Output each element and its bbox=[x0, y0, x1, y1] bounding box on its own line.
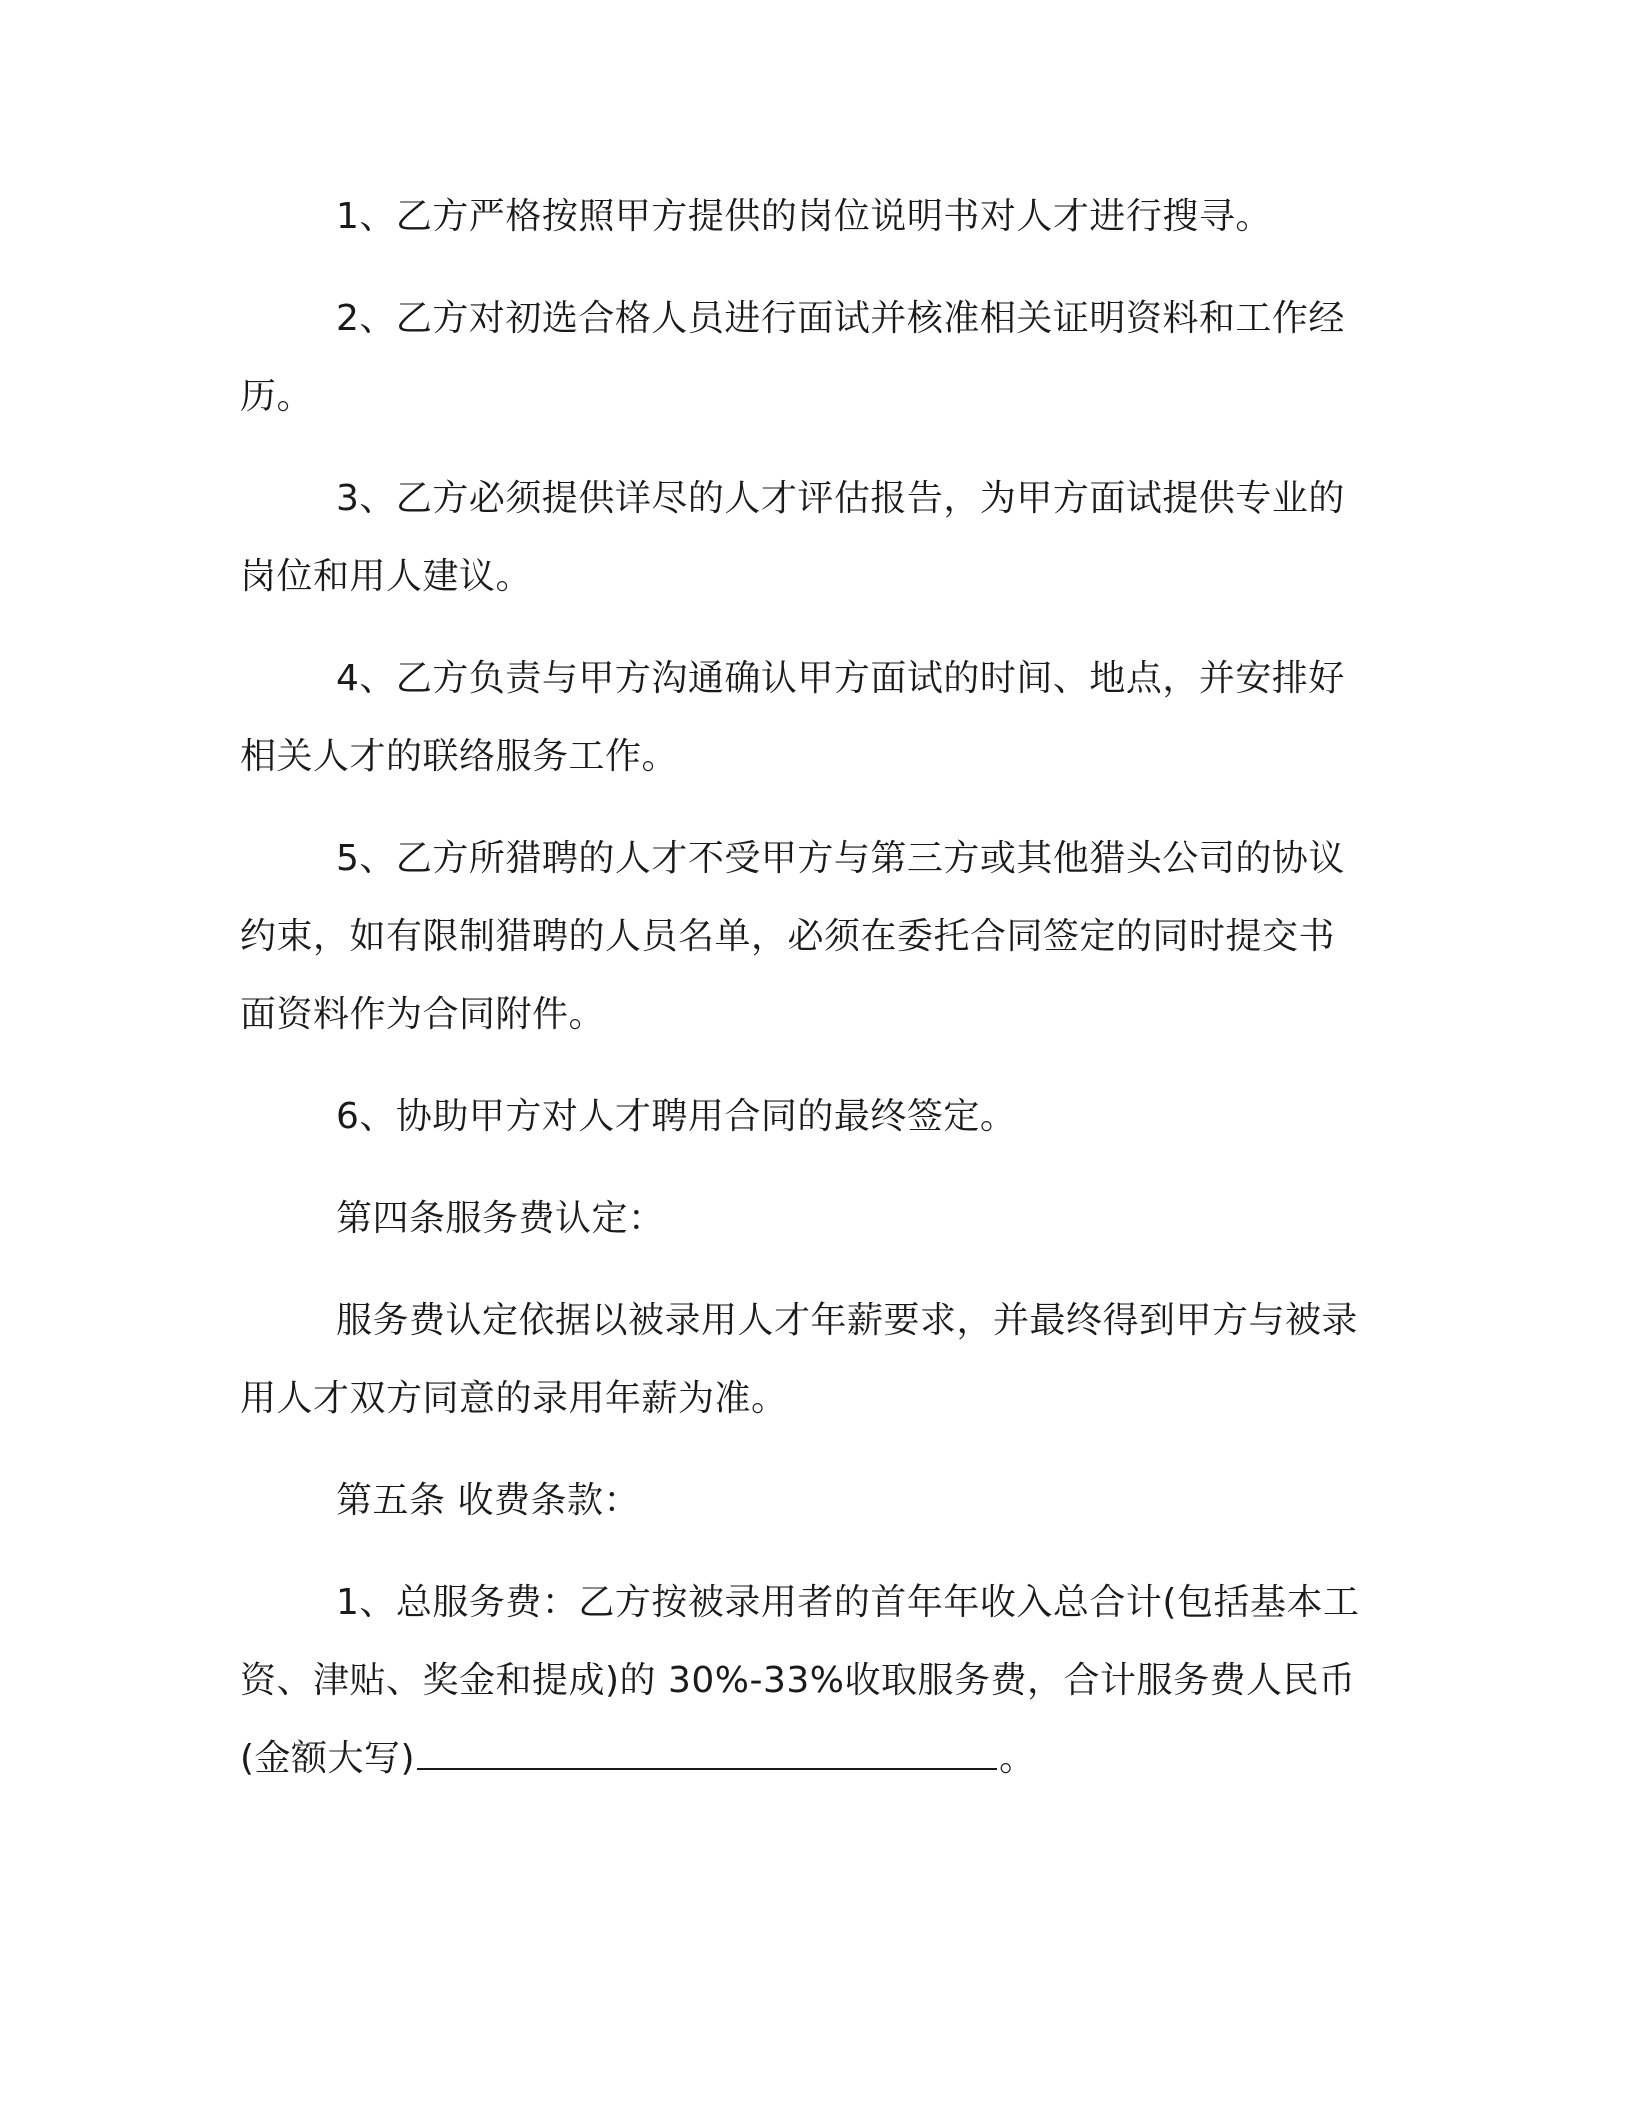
clause-paragraph bbox=[240, 1078, 1380, 1156]
text-line bbox=[240, 1720, 1380, 1798]
text-line: 面资料作为合同附件。 bbox=[240, 994, 606, 1035]
text-line: 用人才双方同意的录用年薪为准。 bbox=[240, 1378, 788, 1419]
clause-paragraph bbox=[240, 460, 1380, 616]
text-line: 2、乙方对初选合格人员进行面试并核准相关证明资料和工作经 bbox=[336, 298, 1345, 339]
clause-paragraph bbox=[240, 640, 1380, 796]
text-line: 5、乙方所猎聘的人才不受甲方与第三方或其他猎头公司的协议 bbox=[336, 838, 1345, 879]
clause-paragraph bbox=[240, 1282, 1380, 1438]
text-line: 第四条服务费认定： bbox=[336, 1198, 665, 1239]
clause-paragraph bbox=[240, 1564, 1380, 1798]
text-line: 6、协助甲方对人才聘用合同的最终签定。 bbox=[336, 1096, 1017, 1137]
text-line: 1、总服务费：乙方按被录用者的首年年收入总合计(包括基本工 bbox=[336, 1582, 1360, 1623]
text-line: 4、乙方负责与甲方沟通确认甲方面试的时间、地点，并安排好 bbox=[336, 658, 1345, 699]
article-heading bbox=[240, 1462, 1380, 1540]
text-line: 历。 bbox=[240, 376, 314, 417]
clause-paragraph bbox=[240, 280, 1380, 436]
document-body bbox=[240, 178, 1380, 1798]
text-line: 1、乙方严格按照甲方提供的岗位说明书对人才进行搜寻。 bbox=[336, 196, 1272, 237]
text-line: 服务费认定依据以被录用人才年薪要求，并最终得到甲方与被录 bbox=[336, 1300, 1359, 1341]
text-line: 第五条 收费条款： bbox=[336, 1480, 640, 1521]
text-line: 资、津贴、奖金和提成)的 30%-33%收取服务费，合计服务费人民币 bbox=[240, 1660, 1356, 1701]
text-line: 约束，如有限制猎聘的人员名单，必须在委托合同签定的同时提交书 bbox=[240, 916, 1336, 957]
amount-blank-field[interactable] bbox=[417, 1738, 997, 1770]
period-mark: 。 bbox=[999, 1738, 1036, 1779]
clause-paragraph bbox=[240, 820, 1380, 1054]
text-line: 相关人才的联络服务工作。 bbox=[240, 736, 679, 777]
clause-paragraph bbox=[240, 178, 1380, 256]
text-line: 3、乙方必须提供详尽的人才评估报告，为甲方面试提供专业的 bbox=[336, 478, 1345, 519]
amount-label: (金额大写) bbox=[240, 1738, 416, 1779]
article-heading bbox=[240, 1180, 1380, 1258]
text-line: 岗位和用人建议。 bbox=[240, 556, 533, 597]
